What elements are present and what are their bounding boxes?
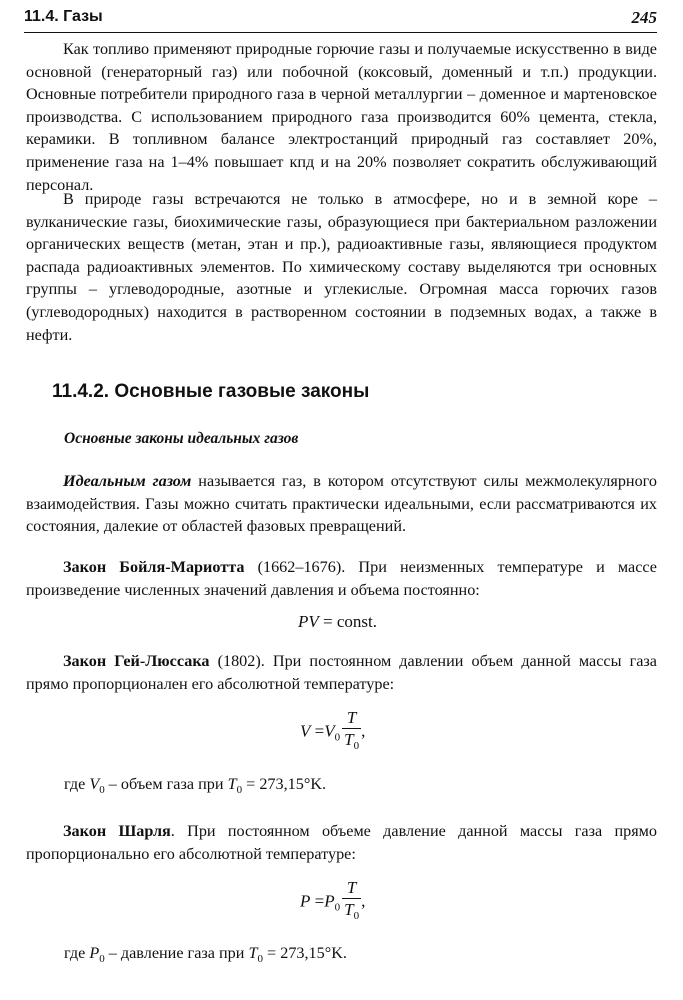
where-value: = 273,15°K. xyxy=(242,775,327,793)
fraction-denominator xyxy=(342,729,361,757)
formula-lhs: P xyxy=(300,891,311,911)
where-temp-sub: 0 xyxy=(257,953,263,965)
formula-tail: , xyxy=(361,891,366,911)
page-number: 245 xyxy=(631,8,657,27)
paragraph-natural-gases xyxy=(26,188,657,346)
term-boyle-law: Закон Бойля-Мариотта xyxy=(63,558,245,576)
where-mid: – объем газа при xyxy=(104,775,228,793)
law-text: (1802). При постоянном давлении объем данной массы газа прямо пропорционален его абсолютной температуре: xyxy=(26,652,657,693)
section-heading: 11.4.2. Основные газовые законы xyxy=(52,381,370,402)
where-temp-symbol: T xyxy=(227,775,237,793)
where-symbol-sub: 0 xyxy=(99,784,105,796)
denominator-symbol: T xyxy=(344,730,354,749)
paragraph-text: В природе газы встречаются не только в атмосфере, но и в земной коре – вулканические газы, биохимические газы, образующиеся при бактериальном разложении органических веществ (метан, этан и пр.), радиоактивные газы, являющиеся продуктом распада радиоактивных элементов. По химическому составу выделяются три основных группы – углеводородные, азотные и углекислые. Огромная масса горючих газов (углеводородных) находится в растворенном состоянии в подземных водах, а также в нефти. xyxy=(26,190,657,344)
definition-text: называется газ, в котором отсутствуют силы межмолекулярного взаимодействия. Газы можно считать практически идеальными, если рассматриваются их состояния, далекие от областей фазовых превращений. xyxy=(26,472,658,536)
where-prefix: где xyxy=(64,944,90,962)
where-mid: – давление газа при xyxy=(104,944,249,962)
term-ideal-gas: Идеальным газом xyxy=(63,472,192,490)
paragraph-ideal-gas xyxy=(26,470,657,538)
paragraph-text xyxy=(26,820,657,865)
term-charles-law: Закон Шарля xyxy=(63,822,171,840)
formula-tail: , xyxy=(361,721,366,741)
formula-coef-sub: 0 xyxy=(334,901,341,914)
where-clause-gay-lussac xyxy=(64,775,326,796)
where-symbol: V xyxy=(89,775,100,793)
denominator-sub: 0 xyxy=(353,740,360,752)
formula-coef-sub: 0 xyxy=(334,731,341,744)
header-section-title: 11.4. Газы xyxy=(24,8,103,25)
formula-lhs: PV xyxy=(298,612,319,631)
formula-boyle xyxy=(298,612,377,632)
where-temp-symbol: T xyxy=(248,944,258,962)
paragraph-text xyxy=(26,470,657,538)
fraction-numerator: T xyxy=(342,708,361,729)
denominator-symbol: T xyxy=(344,900,354,919)
paragraph-gay-lussac-law xyxy=(26,650,657,695)
paragraph-charles-law xyxy=(26,820,657,865)
paragraph-boyle-law xyxy=(26,556,657,601)
formula-fraction xyxy=(342,878,361,927)
running-header xyxy=(24,8,657,33)
formula-coef: P xyxy=(324,891,335,911)
formula-gay-lussac xyxy=(300,708,365,757)
formula-eq: = xyxy=(310,891,325,911)
paragraph-text xyxy=(26,556,657,601)
denominator-sub: 0 xyxy=(353,910,360,922)
formula-coef: V xyxy=(324,721,335,741)
term-gay-lussac-law: Закон Гей-Люссака xyxy=(63,652,210,670)
formula-eq: = xyxy=(310,721,325,741)
formula-rhs: = const. xyxy=(318,612,378,631)
where-prefix: где xyxy=(64,775,90,793)
formula-charles xyxy=(300,878,365,927)
where-symbol-sub: 0 xyxy=(99,953,105,965)
law-text: (1662–1676). При неизменных температуре и массе произведение численных значений давления и объема постоянно: xyxy=(26,558,657,599)
fraction-denominator xyxy=(342,899,361,927)
fraction-numerator: T xyxy=(342,878,361,899)
where-clause-charles xyxy=(64,944,347,965)
where-value: = 273,15°K. xyxy=(263,944,347,962)
formula-lhs: V xyxy=(300,721,311,741)
formula-fraction xyxy=(342,708,361,757)
where-temp-sub: 0 xyxy=(236,784,243,796)
paragraph-text: Как топливо применяют природные горючие газы и получаемые искусственно в виде основной (генераторный газ) или побочной (коксовый, доменный и т.п.) продукции. Основные потребители природного газа в черной металлургии – доменное и мартеновское производства. С использованием природного газа производится 60% цемента, стекла, керамики. В топливном балансе электростанций природный газ составляет 20%, применение газа на 1–4% повышает кпд и на 20% позволяет сократить обслуживающий персонал. xyxy=(26,40,657,194)
subheading: Основные законы идеальных газов xyxy=(64,430,299,447)
law-text: . При постоянном объеме давление данной массы газа прямо пропорционально его абсолютной температуре: xyxy=(26,822,657,863)
where-symbol: P xyxy=(89,944,100,962)
paragraph-fuel-gases xyxy=(26,38,657,196)
paragraph-text xyxy=(26,650,657,695)
